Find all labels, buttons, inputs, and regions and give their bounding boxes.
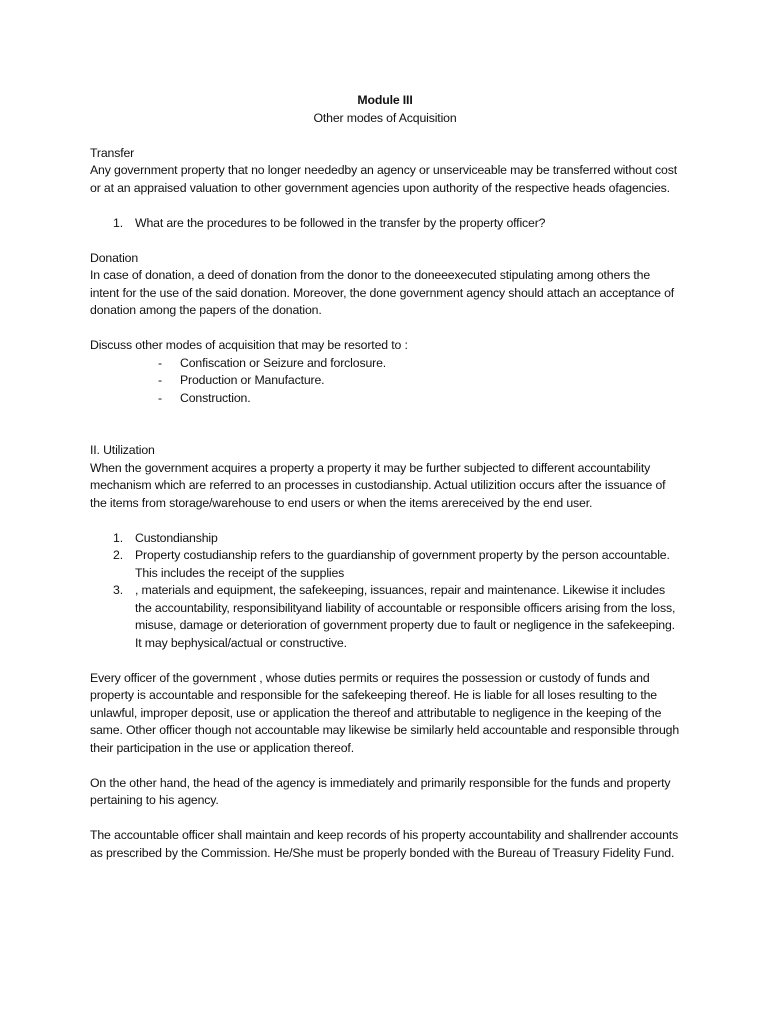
other-modes-intro: Discuss other modes of acquisition that may be resorted to : — [90, 338, 408, 352]
agency-head-paragraph: On the other hand, the head of the agency is immediately and primarily responsible for the funds and property pertaining to his agency. — [90, 775, 671, 807]
document-page — [90, 92, 680, 862]
utilization-paragraph: When the government acquires a property a property it may be further subjected to different accountability mechanism which are referred to an processes in custodianship. Actual utilizition occurs after the issuance of the items from storage/warehouse to end users or when the items arereceived by the end user. — [90, 460, 666, 510]
list-item — [90, 582, 680, 652]
list-number: 1. — [113, 530, 123, 545]
records-paragraph: The accountable officer shall maintain and keep records of his property accountability and shallrender accounts as prescribed by the Commission. He/She must be properly bonded with the Bureau of Treasury Fidelity Fund. — [90, 828, 679, 860]
list-item-text: Production or Manufacture. — [180, 373, 325, 387]
list-item-text: Custondianship — [135, 530, 218, 545]
list-item — [90, 372, 680, 390]
spacer — [90, 197, 680, 215]
list-item-text: Construction. — [180, 390, 251, 405]
other-modes-list — [90, 355, 680, 408]
donation-paragraph: In case of donation, a deed of donation from the donor to the doneeexecuted stipulating among others the intent for the use of the said donation. Moreover, the done government agency should attach an acceptance of donation among the papers of the donation. — [90, 268, 675, 317]
spacer — [90, 407, 680, 425]
spacer — [90, 810, 680, 828]
transfer-paragraph: Any government property that no longer neededby an agency or unserviceable may be transferred without cost or at an appraised valuation to other government agencies upon authority of the respective heads ofagencies. — [90, 163, 678, 195]
accountability-paragraph: Every officer of the government , whose duties permits or requires the possession or custody of funds and property is accountable and responsible for the safekeeping thereof. He is liable for all loses resulting to the unlawful, improper deposit, use or application the thereof and attributable to negligence in the keeping of the same. Other officer though not accountable may likewise be similarly held accountable and responsible through their participation in the use or application thereof. — [90, 670, 680, 755]
list-item — [90, 547, 680, 582]
dash-bullet: - — [158, 355, 162, 370]
utilization-heading: II. Utilization — [90, 443, 155, 457]
spacer — [90, 512, 680, 530]
dash-bullet: - — [158, 373, 162, 387]
list-item — [90, 530, 680, 548]
spacer — [90, 757, 680, 775]
spacer — [90, 652, 680, 670]
donation-heading: Donation — [90, 250, 139, 265]
transfer-heading: Transfer — [90, 145, 135, 160]
dash-bullet: - — [158, 390, 162, 405]
list-item-text: What are the procedures to be followed in the transfer by the property officer? — [135, 215, 546, 230]
list-item-text: Property costudianship refers to the guardianship of government property by the person accountable. This includes the receipt of the supplies — [135, 548, 670, 580]
list-number: 1. — [113, 215, 123, 230]
transfer-question-list — [90, 215, 680, 233]
list-item — [90, 390, 680, 408]
list-item — [90, 355, 680, 373]
list-item-text: Confiscation or Seizure and forclosure. — [180, 355, 387, 370]
spacer — [90, 320, 680, 338]
module-subtitle: Other modes of Acquisition — [313, 110, 457, 125]
list-item-text: , materials and equipment, the safekeeping, issuances, repair and maintenance. Likewise it includes the accountability, responsibilityand liability of accountable or responsible officers arising from the loss, misuse, damage or deterioration of government property due to fault or negligence in the safekeeping. It may bephysical/actual or constructive. — [135, 583, 676, 650]
list-number: 3. — [113, 583, 123, 597]
list-number: 2. — [113, 548, 123, 562]
utilization-list — [90, 530, 680, 653]
list-item — [90, 215, 680, 233]
module-title: Module III — [357, 93, 413, 107]
spacer — [90, 127, 680, 145]
spacer — [90, 232, 680, 250]
spacer — [90, 425, 680, 443]
